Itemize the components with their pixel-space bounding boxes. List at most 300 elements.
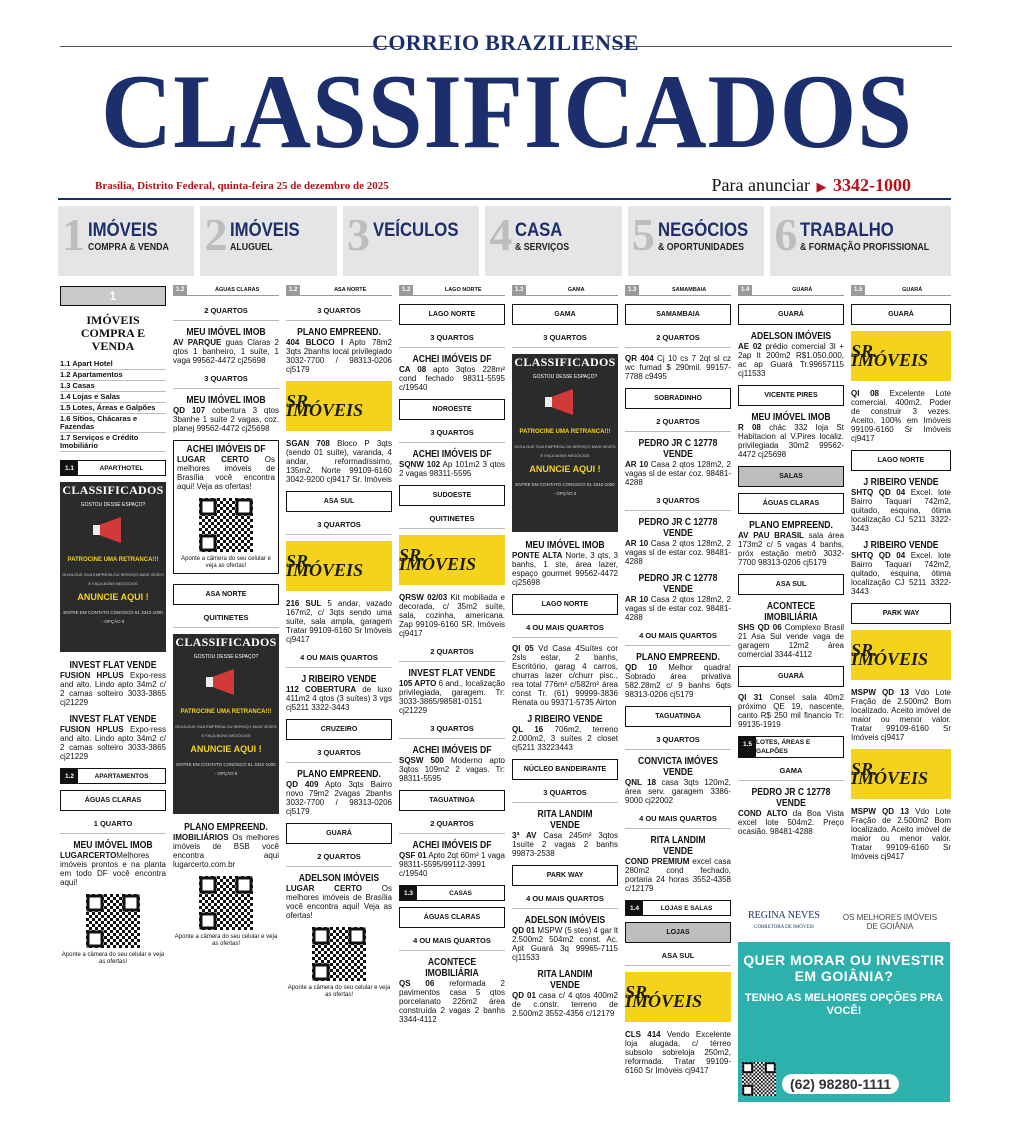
listing-location: SQNW 102 <box>399 460 441 469</box>
listing-text: Norte, 3 qts, 3 banhs, 1 ste, área lazer, espaço gourmet 99562-4472 cj25698 <box>512 551 618 587</box>
listing-location: CLS 414 <box>625 1030 661 1039</box>
listing <box>399 957 505 1024</box>
sr-imoveis-logo <box>286 541 392 591</box>
listing-advertiser: ACHEI IMÓVEIS DF <box>186 443 266 455</box>
listing <box>286 674 392 712</box>
qr-caption: Aponte a câmera do seu celular e veja as ofertas! <box>287 985 391 998</box>
section-nav <box>58 206 951 276</box>
section-number: 2 <box>204 209 228 260</box>
listing-text: MSPW (5 stes) 4 gar lt 2.500m2 504m2 const. Ac. Apt Guará 3q 99965-7115 cj11533 <box>512 926 619 962</box>
sr-imoveis-logo <box>851 630 951 680</box>
listing <box>738 331 844 378</box>
sr-logo-text: SR. IMÓVEIS <box>399 545 477 574</box>
poster-line: DIVULGUE SUA EMPRESA OU SERVIÇO MAIS VEZES E FAÇA BONS NEGÓCIOS <box>175 724 277 738</box>
listing <box>60 660 166 707</box>
listing-location: 404 BLOCO I <box>286 338 344 347</box>
listing-location: 3ª AV <box>512 831 537 840</box>
room-heading: 2 QUARTOS <box>286 850 392 867</box>
room-heading: 3 QUARTOS <box>512 331 618 348</box>
room-heading: 3 QUARTOS <box>286 518 392 535</box>
index-item[interactable]: 1.2 Apartamentos <box>60 370 166 381</box>
poster-title: CLASSIFICADOS <box>175 635 277 649</box>
poster-line: PATROCINE UMA RETRANCA!!! <box>180 709 272 715</box>
room-heading: 2 QUARTOS <box>399 817 505 834</box>
listing-location: SHS QD 06 <box>738 623 782 632</box>
listing-text: Vdo Lote Fração de 2.500m2 Bom localizado. Aceito imóvel de maior ou menor valor. Tratar 99109-6160 Sr Imóveis cj9417 <box>851 688 952 742</box>
listing-location: SHTQ QD 04 <box>851 488 906 497</box>
section-title: NEGÓCIOS <box>657 220 748 241</box>
section-subtitle: COMPRA & VENDA <box>88 242 169 253</box>
listing-text: apto 3qtos 228m² cond fechado 98311-5595 c/19540 <box>399 365 505 392</box>
room-heading: ASA SUL <box>625 949 731 966</box>
poster-line: PATROCINE UMA RETRANCA!!! <box>67 557 159 563</box>
column-5 <box>512 286 618 1025</box>
promo-poster[interactable] <box>512 354 618 532</box>
region-box: NÚCLEO BANDEIRANTE <box>512 759 618 780</box>
listing <box>738 601 844 659</box>
listing-location: AR 10 <box>625 539 649 548</box>
column-label: GUARÁ <box>792 287 813 293</box>
listing-text: Os melhores imóveis de Brasília você encontra aqui! Veja as ofertas! <box>177 455 275 491</box>
section-title: IMÓVEIS <box>230 220 301 241</box>
sr-imoveis-logo <box>851 331 951 381</box>
poster-cta: ANUNCIE AQUI ! <box>190 744 262 754</box>
section-title: IMÓVEIS <box>88 220 158 241</box>
listing <box>625 517 731 566</box>
listing-location: LUGAR CERTO <box>177 455 250 464</box>
listing-text: prédio comercial 3l + 2ap lt 200m2 R$1.050.000, ac ap Guará Tr.99657115 cj11533 <box>738 342 844 378</box>
room-heading: 3 QUARTOS <box>625 733 731 750</box>
region-box: GAMA <box>512 304 618 325</box>
region-box: GUARÁ <box>851 304 951 325</box>
section-title: TRABALHO <box>800 220 895 241</box>
qr-code-icon[interactable] <box>199 876 253 930</box>
region-box: LAGO NORTE <box>512 594 618 615</box>
category-bar <box>399 885 505 901</box>
sr-logo-text: SR. IMÓVEIS <box>286 551 364 580</box>
listing-location: SQSW 500 <box>399 756 444 765</box>
listing <box>512 540 618 587</box>
megaphone-icon <box>543 387 587 417</box>
listing <box>625 354 731 381</box>
poster-contact: ENTRE EM CONTATO CONOSCO 61 3342-1000 - OPÇÃO 5 <box>515 482 615 496</box>
qr-code-icon[interactable] <box>312 927 366 981</box>
sr-logo-text: SR. IMÓVEIS <box>851 759 929 788</box>
listing-advertiser: PEDRO JR C 12778 VENDE <box>638 437 718 460</box>
listing-advertiser: MEU IMÓVEL IMOB <box>73 839 153 851</box>
listing-location: QR 404 <box>625 354 654 363</box>
listing-text: 5 andar, vazado 167m2, c/ 3qts sendo uma suíte, sala ampla, garagem Tratar 99109-6160 Sr Imóveis cj9417 <box>286 599 392 644</box>
listing-advertiser: INVEST FLAT VENDE <box>408 667 496 679</box>
listing-text: cobertura 3 qtos 3banhe 1 suíte 2 vagas, coz. planej 99562-4472 cj25698 <box>173 406 279 433</box>
listing <box>399 745 505 783</box>
region-box: GUARÁ <box>738 304 844 325</box>
column-3 <box>286 286 392 1004</box>
listing-text: Excel. lote Bairro Taquari 742m2, quitado, esquina, ótima localização CJ 5211 3322-3443 <box>851 551 951 596</box>
category-code: 1.1 <box>61 461 78 475</box>
room-heading: 3 QUARTOS <box>512 786 618 803</box>
section-number: 1 <box>62 209 85 260</box>
column-label: GAMA <box>567 287 585 293</box>
listing-advertiser: MEU IMÓVEL IMOB <box>186 326 266 338</box>
column-label: GUARÁ <box>902 287 923 293</box>
region-box: TAGUATINGA <box>625 706 731 727</box>
regina-logo-sub: CORRETORA DE IMÓVEIS <box>754 925 814 930</box>
listing-location: SGAN 708 <box>286 439 330 448</box>
column-header <box>851 286 951 296</box>
column-header <box>286 286 392 296</box>
listing <box>60 840 166 887</box>
advertise-phone <box>712 175 911 196</box>
region-box: ASA NORTE <box>173 584 279 605</box>
poster-cta: ANUNCIE AQUI ! <box>529 464 601 474</box>
qr-caption: Aponte a câmera do seu celular e veja as ofertas! <box>61 952 165 965</box>
listing-text: Apto 78m2 3qts 2banhs local privilegiado 3032-7700 / 98313-0206 cj5179 <box>286 338 392 374</box>
category-label: LOJAS E SALAS <box>660 904 713 912</box>
room-heading: 2 QUARTOS <box>625 331 731 348</box>
region-box: SAMAMBAIA <box>625 304 731 325</box>
listing-advertiser: ACHEI IMÓVEIS DF <box>412 448 492 460</box>
index-item[interactable]: 1.4 Lojas e Salas <box>60 392 166 403</box>
listing-advertiser: RITA LANDIM VENDE <box>650 834 706 857</box>
poster-cta: ANUNCIE AQUI ! <box>77 592 149 602</box>
region-box: ÁGUAS CLARAS <box>738 493 844 514</box>
listing-text: Expo-ress and alto. Lindo apto 34m2 c/ 2 camas solteiro 3033-3865 cj21229 <box>60 725 167 761</box>
column-label: SAMAMBAIA <box>672 287 707 293</box>
listing-location: QSF 01 <box>399 851 427 860</box>
listing-advertiser: PEDRO JR C 12778 VENDE <box>638 516 718 539</box>
listing-text: chác 332 loja St Habitacion al V.Pires localiz. privilegiada 30m2 99562-4472 cj25698 <box>738 423 844 459</box>
listing <box>851 688 951 742</box>
listing-location: QD 01 <box>512 926 536 935</box>
room-heading: GAMA <box>738 764 844 781</box>
room-heading: 3 QUARTOS <box>399 426 505 443</box>
column-code: 1.2 <box>399 285 413 296</box>
column-code: 1.3 <box>625 285 639 296</box>
listing <box>286 769 392 816</box>
listing-location: SHTQ QD 04 <box>851 551 906 560</box>
sr-logo-text: SR. IMÓVEIS <box>851 341 929 370</box>
listing-text: guas Claras 2 qtos 1 banheiro, 1 suíte, 1 vaga 99562-4472 cj25698 <box>173 338 279 365</box>
listing <box>177 444 275 491</box>
listing-advertiser: ACHEI IMÓVEIS DF <box>412 839 492 851</box>
column-code: 1.3 <box>512 285 526 296</box>
index-item[interactable]: 1.6 Sítios, Chácaras e Fazendas <box>60 414 166 433</box>
regina-header <box>738 902 950 942</box>
column-label: ASA NORTE <box>334 287 367 293</box>
region-box: TAGUATINGA <box>399 790 505 811</box>
room-heading: 3 QUARTOS <box>173 372 279 389</box>
sr-imoveis-logo <box>625 972 731 1022</box>
listing-advertiser: J RIBEIRO VENDE <box>527 713 603 725</box>
region-box: ÁGUAS CLARAS <box>399 907 505 928</box>
listing <box>851 477 951 533</box>
room-heading: 4 OU MAIS QUARTOS <box>399 934 505 951</box>
listing <box>173 327 279 365</box>
column-6 <box>625 286 731 1082</box>
listing-advertiser: RITA LANDIM VENDE <box>537 808 593 831</box>
listing <box>625 835 731 893</box>
listing-location: FUSION HPLUS <box>60 671 124 680</box>
poster-line: GOSTOU DESSE ESPAÇO? <box>532 374 598 380</box>
poster-line: PATROCINE UMA RETRANCA!!! <box>519 429 611 435</box>
megaphone-icon <box>204 667 248 697</box>
room-heading: 2 QUARTOS <box>173 304 279 321</box>
listing-location: QI 08 <box>851 389 879 398</box>
regina-neves-ad[interactable] <box>738 902 950 1102</box>
listing <box>625 1030 731 1075</box>
listing <box>286 599 392 644</box>
column-header <box>738 286 844 296</box>
listing-text: excel casa 280m2 cond fechado, portaria 24 horas 3552-4358 c/12179 <box>625 857 731 893</box>
category-code: 1.2 <box>61 769 78 783</box>
room-heading: 4 OU MAIS QUARTOS <box>625 629 731 646</box>
listing-location: QD 107 <box>173 406 206 415</box>
listing-location: PONTE ALTA <box>512 551 563 560</box>
listing <box>399 354 505 392</box>
index-item[interactable]: 1.7 Serviços e Crédito Imobiliário <box>60 433 166 452</box>
category-code: 1.3 <box>400 886 417 900</box>
poster-contact: ENTRE EM CONTATO CONOSCO 61 3342-1000 - OPÇÃO 5 <box>176 762 276 776</box>
listing <box>738 412 844 459</box>
listing-location: QNL 18 <box>625 778 657 787</box>
listing-location: COND ALTO <box>738 809 788 818</box>
room-heading: 3 QUARTOS <box>399 331 505 348</box>
listing <box>286 327 392 374</box>
room-heading: QUITINETES <box>399 512 505 529</box>
listing <box>625 438 731 487</box>
listing <box>738 787 844 836</box>
column-4 <box>399 286 505 1031</box>
section-title: VEÍCULOS <box>372 220 459 241</box>
listing-text: Melhores imóveis prontos e na planta em todo DF você encontra aqui! <box>60 851 166 887</box>
listing-advertiser: PLANO EMPREEND. <box>749 519 833 531</box>
listing-text: sala área 173m2 c/ 5 vagas 4 banhs, próx estação metrô 3032-7700 98313-0206 cj5179 <box>738 531 844 567</box>
listing-text: 706m2, terreno 2.000m2, 3 suítes 2 closet cj5211 33223443 <box>512 725 618 752</box>
region-box: NOROESTE <box>399 399 505 420</box>
listing-advertiser: ADELSON IMÓVEIS <box>750 330 832 342</box>
listing <box>851 389 951 443</box>
listing-location: QD 01 <box>512 991 536 1000</box>
listing-advertiser: MEU IMÓVEL IMOB <box>751 411 831 423</box>
advertise-label: Para anunciar <box>711 175 810 195</box>
listing <box>512 809 618 858</box>
listing-location: AV PARQUE <box>173 338 222 347</box>
listing-text: Vendo Excelente loja alugada, c/ térreo subsolo sobreloja 250m2, reformada. Tratar 99109-6160 Sr Imóveis cj9417 <box>625 1030 731 1075</box>
listing-text: 6 and., localização privilegiada, garagem. Tr: 3033-3865/98581-0151 cj21229 <box>399 679 505 715</box>
sr-imoveis-logo <box>851 749 951 799</box>
section-title: CASA <box>515 220 563 241</box>
listing-location: 112 COBERTURA <box>286 685 357 694</box>
category-bar <box>625 900 731 916</box>
region-box: ASA SUL <box>738 574 844 595</box>
listing-advertiser: J RIBEIRO VENDE <box>863 539 939 551</box>
region-box: CRUZEIRO <box>286 719 392 740</box>
listing-text: Expo-ress and alto. Lindo apto 34m2 c/ 2 camas solteiro 3033-3865 cj21229 <box>60 671 167 707</box>
listing <box>286 873 392 920</box>
listing <box>399 840 505 878</box>
index-number: 1 <box>60 286 166 306</box>
room-heading: 4 OU MAIS QUARTOS <box>286 651 392 668</box>
region-box: GUARÁ <box>286 823 392 844</box>
advertise-number: 3342-1000 <box>833 175 911 195</box>
listing-text: Excelente Lote comercial. 400m2. Poder de construir 3 vezes. Aceito. 100% em Imóveis 99109-6160 Sr Imóveis cj9417 <box>851 389 951 443</box>
column-label: LAGO NORTE <box>444 287 482 293</box>
region-box: LAGO NORTE <box>399 304 505 325</box>
poster-line: DIVULGUE SUA EMPRESA OU SERVIÇO MAIS VEZES E FAÇA BONS NEGÓCIOS <box>514 444 616 458</box>
listing-advertiser: PLANO EMPREEND. <box>297 768 381 780</box>
listing-text: casa 3qts 120m2, área serv. garagem 3386-9000 cj22002 <box>625 778 731 805</box>
listing-text: Bloco P 3qts (sendo 01 suíte), varanda, 4 andar, reformadíssimo, 135m2. Norte 99109-6160 3042-9200 cj9417 Sr. Imóveis <box>286 439 392 484</box>
column-header <box>399 286 505 296</box>
listing <box>738 520 844 567</box>
region-box: PARK WAY <box>851 603 951 624</box>
listing-text: casa c/ 4 qtos 400m2 de c.onstr. terreno de 2.500m2 3552-4356 c/12179 <box>512 991 618 1018</box>
listing-advertiser: ACHEI IMÓVEIS DF <box>412 744 492 756</box>
room-heading: 4 OU MAIS QUARTOS <box>512 892 618 909</box>
section-tab-2[interactable] <box>200 206 336 276</box>
room-heading: 3 QUARTOS <box>625 494 731 511</box>
room-heading: 3 QUARTOS <box>286 746 392 763</box>
listing-advertiser: PEDRO JR C 12778 VENDE <box>751 786 831 809</box>
listing-text: Apto 2qt 60m² 1 vaga 98311-5595/99112-3991 c/19540 <box>399 851 505 878</box>
listing-text: Os melhores imóveis de Brasília você encontra aqui! Veja as ofertas! <box>286 884 392 920</box>
listing-location: AR 10 <box>625 595 649 604</box>
listing-text: Casa 245m² 3qtos 1suíte 2 vagas 2 banhs 99873-2538 <box>512 831 618 858</box>
listing-text: de luxo 411m2 4 qtos (3 suítes) 3 vgs cj5211 3322-3443 <box>286 685 392 712</box>
listing-text: Melhor quadra! Sobrado área privativa 582.28m2 c/ 9 banhs 6qts 98313-0206 cj5179 <box>625 663 732 699</box>
section-tab-6[interactable] <box>770 206 951 276</box>
listing-location: COND PREMIUM <box>625 857 690 866</box>
region-box: GUARÁ <box>738 666 844 687</box>
category-label: APARTAMENTOS <box>94 772 149 780</box>
qr-code-icon[interactable] <box>742 1062 776 1096</box>
regina-logo <box>748 911 820 933</box>
category-bar <box>738 736 844 758</box>
regina-phone[interactable]: (62) 98280-1111 <box>782 1074 899 1094</box>
section-tab-5[interactable] <box>628 206 764 276</box>
listing-advertiser: ADELSON IMÓVEIS <box>524 914 606 926</box>
listing-advertiser: PLANO EMPREEND. <box>184 821 268 833</box>
listing-text: reformada 2 pavimentos casa 5 qtos porcelanato 226m2 área construída 2 vagas 2 banhs 3344-4112 <box>399 979 506 1024</box>
listing <box>286 439 392 484</box>
category-bar <box>60 768 166 784</box>
listing-text: Excel. lote Bairro Taquari 742m2, quitado, esquina, ótima localização CJ 5211 3322-3443 <box>851 488 951 533</box>
section-number: 4 <box>489 209 513 260</box>
promo-poster[interactable] <box>60 482 166 652</box>
region-box: SUDOESTE <box>399 485 505 506</box>
section-subtitle: & OPORTUNIDADES <box>657 242 744 253</box>
room-heading: 1 QUARTO <box>60 817 166 834</box>
listing-location: MSPW QD 13 <box>851 688 909 697</box>
listing <box>173 822 279 869</box>
section-tab-3[interactable] <box>343 206 479 276</box>
masthead-title: CLASSIFICADOS <box>101 53 913 170</box>
qr-code-icon[interactable] <box>86 894 140 948</box>
listing <box>60 714 166 761</box>
index-title: IMÓVEIS COMPRA E VENDA <box>80 313 146 353</box>
listing-location: QD 10 <box>625 663 658 672</box>
column-label: ÁGUAS CLARAS <box>215 287 260 293</box>
listing-advertiser: CONVICTA IMÓVES VENDE <box>638 755 718 778</box>
column-header <box>173 286 279 296</box>
listing-advertiser: PLANO EMPREEND. <box>297 326 381 338</box>
region-box: SALAS <box>738 466 844 487</box>
column-code: 1.2 <box>173 285 187 296</box>
listing <box>851 807 951 861</box>
qr-code-icon[interactable] <box>199 498 253 552</box>
sr-imoveis-logo <box>286 381 392 431</box>
qr-ad-box <box>173 440 279 574</box>
listing-location: MSPW QD 13 <box>851 807 909 816</box>
section-number: 3 <box>346 209 370 260</box>
listing <box>173 395 279 433</box>
listing-text: Casa 2 qtos 128m2, 2 vagas sl de estar coz. 98481-4288 <box>625 460 731 487</box>
listing-text: Consel sala 40m2 próximo QE 19, nascente, canto R$ 250 mil financio Tr: 99135-1919 <box>738 693 844 729</box>
listing-location: QS 06 <box>399 979 435 988</box>
region-box: ASA SUL <box>286 491 392 512</box>
listing-advertiser: ADELSON IMÓVEIS <box>298 872 380 884</box>
listing-location: CA 08 <box>399 365 427 374</box>
listing-location: IMOBILIÁRIOS <box>173 833 229 842</box>
column-2 <box>173 286 279 953</box>
regina-subline: TENHO AS MELHORES OPÇÕES PRA VOCÊ! <box>744 992 944 1017</box>
listing-text: Cj 10 cs 7 2qt sl cz wc fumad $ 290mil. 99157-7788 c9495 <box>625 354 731 381</box>
column-header <box>512 286 618 296</box>
promo-poster[interactable] <box>173 634 279 814</box>
index-item[interactable]: 1.1 Apart Hotel <box>60 359 166 370</box>
listing-text: Kit mobiliada e decorada, c/ 35m2 suíte, sala, cozinha, americana. Zap 99109-6160 SR. Imóveis cj9417 <box>399 593 505 638</box>
listing-location: QD 409 <box>286 780 319 789</box>
column-8 <box>851 286 951 868</box>
index-item[interactable]: 1.3 Casas <box>60 381 166 392</box>
section-tab-4[interactable] <box>485 206 621 276</box>
index-item[interactable]: 1.5 Lotes, Áreas e Galpões <box>60 403 166 414</box>
section-subtitle: & FORMAÇÃO PROFISSIONAL <box>800 242 930 253</box>
listing-advertiser: J RIBEIRO VENDE <box>301 673 377 685</box>
listing-advertiser: INVEST FLAT VENDE <box>69 659 157 671</box>
room-heading: 4 OU MAIS QUARTOS <box>625 812 731 829</box>
listing-advertiser: MEU IMÓVEL IMOB <box>186 394 266 406</box>
section-subtitle: & SERVIÇOS <box>515 242 570 253</box>
regina-logo-text: REGINA NEVES <box>748 910 820 921</box>
listing <box>512 714 618 752</box>
listing-text: Complexo Brasil 21 Asa Sul vende vaga de garagem 12m2 área comercial 3344-4112 <box>738 623 845 659</box>
poster-title: CLASSIFICADOS <box>62 483 164 497</box>
region-box: LAGO NORTE <box>851 450 951 471</box>
listing-location: AV PAU BRASIL <box>738 531 804 540</box>
listing <box>625 573 731 622</box>
listing <box>625 756 731 805</box>
dateline: Brasília, Distrito Federal, quinta-feira 25 de dezembro de 2025 <box>95 180 389 192</box>
room-heading: QUITINETES <box>173 611 279 628</box>
listing <box>399 593 505 638</box>
section-tab-1[interactable] <box>58 206 194 276</box>
listing-location: R 08 <box>738 423 761 432</box>
listing-advertiser: MEU IMÓVEL IMOB <box>525 539 605 551</box>
qr-caption: Aponte a câmera do seu celular e veja as ofertas! <box>174 934 278 947</box>
section-index <box>60 286 166 452</box>
listing-advertiser: ACONTECE IMOBILIÁRIA <box>425 956 479 979</box>
region-box: SOBRADINHO <box>625 388 731 409</box>
section-number: 6 <box>774 209 798 260</box>
megaphone-icon <box>91 515 135 545</box>
column-7 <box>738 286 844 843</box>
region-box: LOJAS <box>625 922 731 943</box>
room-heading: 2 QUARTOS <box>625 415 731 432</box>
listing-location: QI 05 <box>512 644 534 653</box>
column-code: 1.2 <box>286 285 300 296</box>
